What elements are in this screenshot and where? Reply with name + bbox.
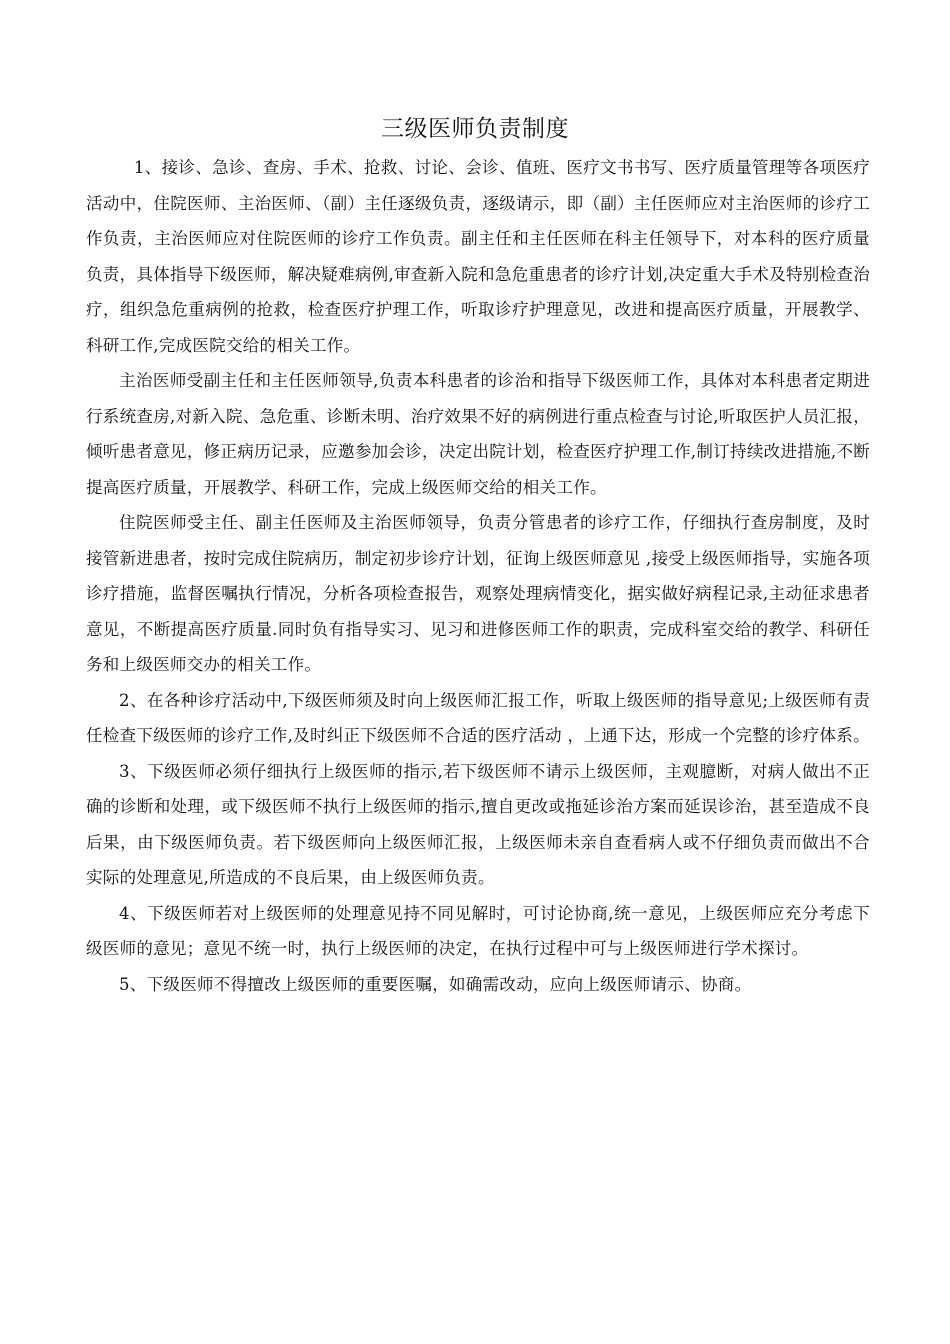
paragraph-resident: 住院医师受主任、副主任医师及主治医师领导，负责分管患者的诊疗工作，仔细执行查房制度，及时接管新进患者，按时完成住院病历，制定初步诊疗计划，征询上级医师意见 ,接受上级医师指导，实施各项诊疗措施，监督医嘱执行情况，分析各项检查报告，观察处理病情变化，据实做好病程记录,主动征求患者意见，不断提高医疗质量.同时负有指导实习、见习和进修医师工作的职责，完成科室交给的教学、科研任务和上级医师交办的相关工作。 xyxy=(86,513,870,674)
paragraph-attending: 主治医师受副主任和主任医师领导,负责本科患者的诊治和指导下级医师工作，具体对本科患者定期进行系统查房,对新入院、急危重、诊断未明、治疗效果不好的病例进行重点检查与讨论,听取医护人员汇报，倾听患者意见，修正病历记录，应邀参加会诊，决定出院计划，检查医疗护理工作,制订持续改进措施,不断提高医疗质量，开展教学、科研工作，完成上级医师交给的相关工作。 xyxy=(86,371,870,497)
paragraph-5: 5、下级医师不得擅改上级医师的重要医嘱，如确需改动，应向上级医师请示、协商。 xyxy=(119,974,752,994)
paragraph-1: 1、接诊、急诊、查房、手术、抢救、讨论、会诊、值班、医疗文书书写、医疗质量管理等各项医疗活动中，住院医师、主治医师、（副）主任逐级负责，逐级请示，即（副）主任医师应对主治医师的诊疗工作负责，主治医师应对住院医师的诊疗工作负责。副主任和主任医师在科主任领导下，对本科的医疗质量负责，具体指导下级医师，解决疑难病例,审查新入院和急危重患者的诊疗计划,决定重大手术及特别检查治疗，组织急危重病例的抢救，检查医疗护理工作，听取诊疗护理意见，改进和提高医疗质量，开展教学、科研工作,完成医院交给的相关工作。 xyxy=(86,158,870,355)
paragraph-4: 4、下级医师若对上级医师的处理意见持不同见解时，可讨论协商,统一意见，上级医师应充分考虑下级医师的意见；意见不统一时，执行上级医师的决定，在执行过程中可与上级医师进行学术探讨。 xyxy=(86,903,870,958)
paragraph-3: 3、下级医师必须仔细执行上级医师的指示,若下级医师不请示上级医师，主观臆断，对病人做出不正确的诊断和处理，或下级医师不执行上级医师的指示,擅自更改或拖延诊治方案而延误诊治，甚至造成不良后果，由下级医师负责。若下级医师向上级医师汇报，上级医师未亲自查看病人或不仔细负责而做出不合实际的处理意见,所造成的不良后果，由上级医师负责。 xyxy=(86,761,870,887)
paragraph-2: 2、在各种诊疗活动中,下级医师须及时向上级医师汇报工作，听取上级医师的指导意见;上级医师有责任检查下级医师的诊疗工作,及时纠正下级医师不合适的医疗活动 ，上通下达，形成一个完整的诊疗体系。 xyxy=(86,690,870,745)
page-title: 三级医师负责制度 xyxy=(381,116,569,142)
document-body xyxy=(86,150,870,1002)
